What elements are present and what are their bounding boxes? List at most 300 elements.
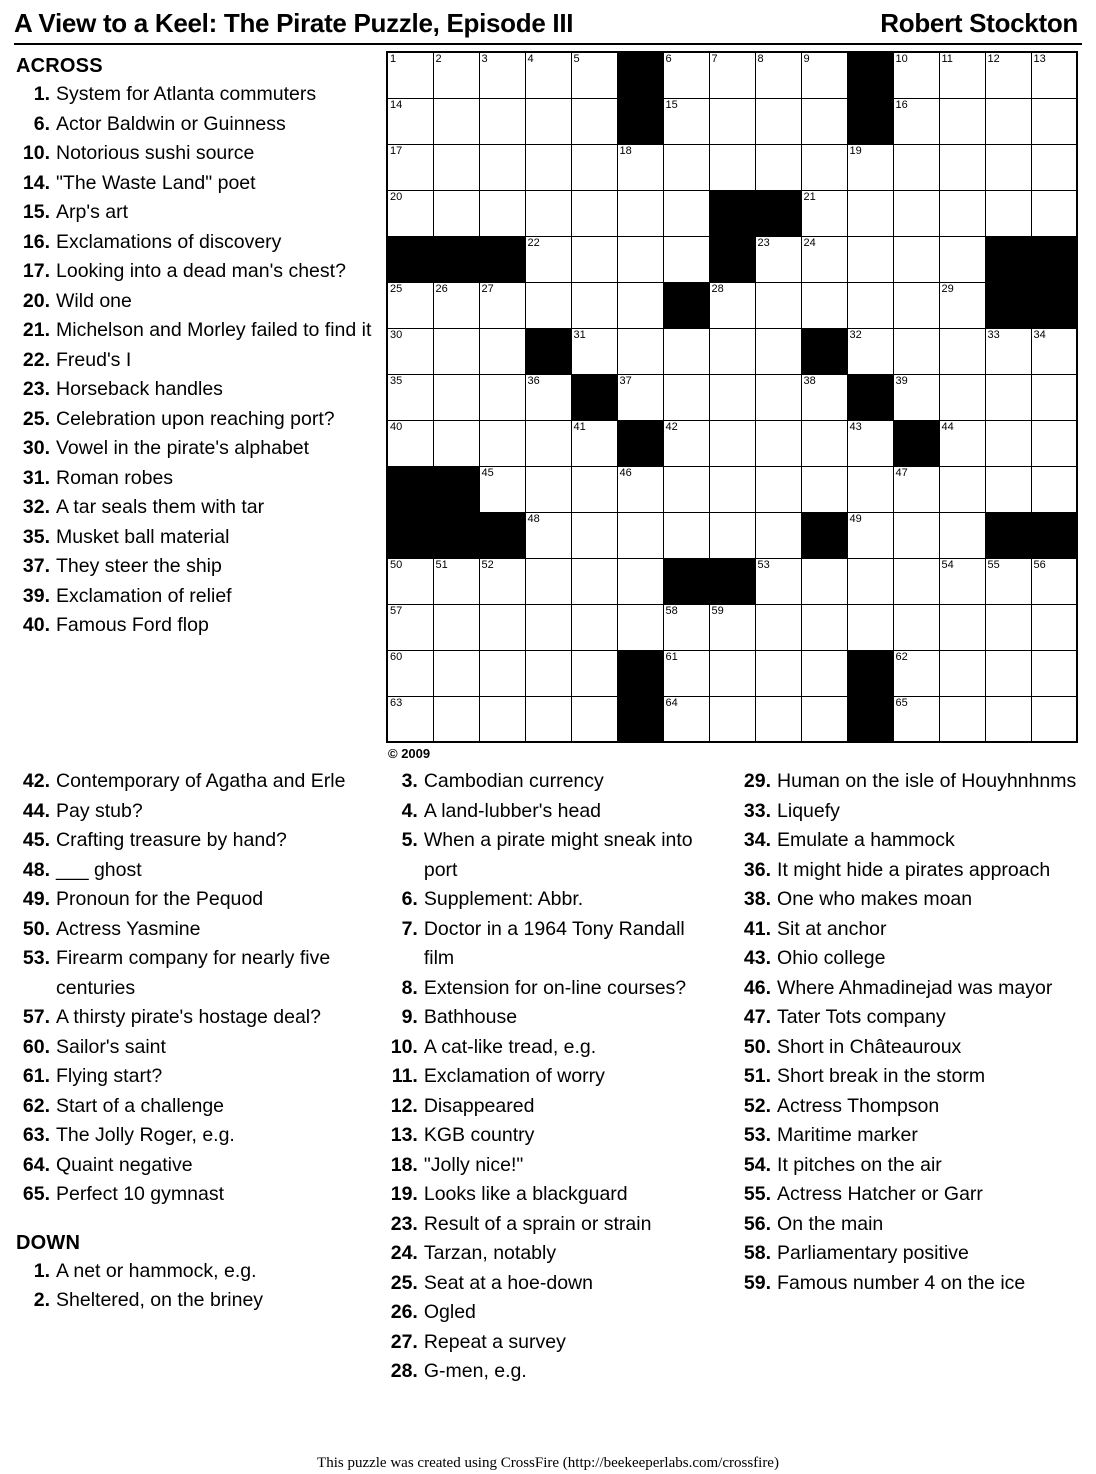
grid-cell[interactable] xyxy=(893,98,939,144)
down-clue-list-1 xyxy=(14,1257,366,1316)
grid-cell[interactable] xyxy=(755,328,801,374)
clue-text: It might hide a pirates approach xyxy=(777,858,1051,881)
grid-cell[interactable] xyxy=(617,144,663,190)
grid-cell[interactable] xyxy=(663,236,709,282)
grid-cell[interactable] xyxy=(985,98,1031,144)
grid-cell[interactable] xyxy=(709,420,755,466)
down-clue-list-3 xyxy=(735,767,1082,1298)
grid-cell[interactable] xyxy=(525,190,571,236)
grid-cell[interactable] xyxy=(433,52,479,98)
clue-text: Sailor's saint xyxy=(56,1035,166,1058)
clue-item xyxy=(14,110,374,140)
grid-cell-number: 2 xyxy=(435,53,442,65)
grid-cell[interactable] xyxy=(985,696,1031,742)
grid-cell[interactable] xyxy=(801,282,847,328)
clue-number: 38. xyxy=(743,888,772,910)
grid-cell[interactable] xyxy=(893,236,939,282)
clue-text: Firearm company for nearly five centuries xyxy=(56,947,331,999)
clue-number: 65. xyxy=(22,1183,50,1205)
grid-cell-block xyxy=(433,236,479,282)
grid-cell[interactable] xyxy=(939,144,985,190)
page-title: A View to a Keel: The Pirate Puzzle, Episode III xyxy=(14,8,574,38)
grid-cell[interactable] xyxy=(939,420,985,466)
grid-cell[interactable] xyxy=(617,328,663,374)
author-name: Robert Stockton xyxy=(880,8,1078,38)
crossword-grid[interactable] xyxy=(386,51,1078,743)
clue-item xyxy=(382,1239,719,1269)
grid-cell[interactable] xyxy=(387,650,433,696)
grid-cell[interactable] xyxy=(709,52,755,98)
grid-cell[interactable] xyxy=(939,696,985,742)
grid-cell[interactable] xyxy=(663,604,709,650)
grid-cell[interactable] xyxy=(433,604,479,650)
grid-cell-number: 12 xyxy=(987,53,1000,65)
grid-cell[interactable] xyxy=(1031,604,1077,650)
grid-cell[interactable] xyxy=(571,650,617,696)
clue-item xyxy=(14,1286,366,1316)
grid-cell[interactable] xyxy=(755,98,801,144)
grid-cell[interactable] xyxy=(525,374,571,420)
clue-item xyxy=(735,944,1082,974)
clue-text: Human on the isle of Houyhnhnms xyxy=(777,770,1077,792)
grid-cell[interactable] xyxy=(663,374,709,420)
clue-number: 18. xyxy=(390,1153,418,1176)
grid-cell[interactable] xyxy=(801,604,847,650)
grid-cell[interactable] xyxy=(525,696,571,742)
grid-cell[interactable] xyxy=(617,236,663,282)
grid-cell[interactable] xyxy=(801,52,847,98)
grid-cell[interactable] xyxy=(847,144,893,190)
grid-cell[interactable] xyxy=(433,282,479,328)
grid-cell[interactable] xyxy=(617,282,663,328)
grid-row xyxy=(387,650,1077,696)
grid-cell[interactable] xyxy=(479,98,525,144)
grid-row xyxy=(387,98,1077,144)
grid-cell[interactable] xyxy=(709,650,755,696)
grid-cell[interactable] xyxy=(985,190,1031,236)
grid-cell[interactable] xyxy=(433,190,479,236)
grid-cell-number: 50 xyxy=(390,558,403,571)
grid-cell[interactable] xyxy=(893,52,939,98)
grid-cell[interactable] xyxy=(1031,374,1077,420)
grid-cell[interactable] xyxy=(617,512,663,558)
grid-cell[interactable] xyxy=(939,512,985,558)
grid-cell[interactable] xyxy=(663,190,709,236)
grid-cell[interactable] xyxy=(801,144,847,190)
grid-cell[interactable] xyxy=(387,558,433,604)
grid-cell[interactable] xyxy=(433,374,479,420)
grid-cell[interactable] xyxy=(847,604,893,650)
grid-cell[interactable] xyxy=(617,374,663,420)
grid-cell[interactable] xyxy=(525,98,571,144)
grid-cell[interactable] xyxy=(479,650,525,696)
clue-number: 23. xyxy=(390,1212,418,1235)
grid-cell[interactable] xyxy=(525,466,571,512)
grid-cell[interactable] xyxy=(479,190,525,236)
grid-cell[interactable] xyxy=(525,282,571,328)
grid-cell[interactable] xyxy=(571,236,617,282)
clue-text: A net or hammock, e.g. xyxy=(56,1259,257,1282)
grid-cell[interactable] xyxy=(663,52,709,98)
grid-cell[interactable] xyxy=(709,696,755,742)
grid-cell[interactable] xyxy=(663,466,709,512)
grid-cell[interactable] xyxy=(985,420,1031,466)
grid-cell[interactable] xyxy=(985,604,1031,650)
clue-item xyxy=(382,915,719,974)
grid-cell-number: 9 xyxy=(803,53,810,65)
clue-item xyxy=(382,1062,719,1092)
grid-cell[interactable] xyxy=(847,558,893,604)
grid-cell[interactable] xyxy=(525,650,571,696)
grid-cell[interactable] xyxy=(571,512,617,558)
grid-cell[interactable] xyxy=(571,558,617,604)
grid-cell[interactable] xyxy=(571,52,617,98)
clue-item xyxy=(14,1257,366,1287)
grid-cell-number: 40 xyxy=(390,420,403,433)
grid-cell[interactable] xyxy=(387,190,433,236)
grid-row xyxy=(387,696,1077,742)
grid-cell[interactable] xyxy=(709,98,755,144)
clue-item xyxy=(14,346,374,376)
grid-cell[interactable] xyxy=(571,466,617,512)
grid-cell[interactable] xyxy=(801,420,847,466)
grid-cell-number: 14 xyxy=(390,98,403,111)
grid-cell-block xyxy=(893,420,939,466)
grid-cell[interactable] xyxy=(387,144,433,190)
grid-cell-block xyxy=(985,282,1031,328)
clue-item xyxy=(735,1151,1082,1181)
grid-cell[interactable] xyxy=(755,558,801,604)
grid-cell[interactable] xyxy=(939,466,985,512)
grid-cell[interactable] xyxy=(617,466,663,512)
clue-item xyxy=(382,1180,719,1210)
grid-cell[interactable] xyxy=(801,650,847,696)
grid-cell[interactable] xyxy=(755,466,801,512)
grid-cell-block xyxy=(1031,236,1077,282)
grid-cell[interactable] xyxy=(571,98,617,144)
clue-number: 53. xyxy=(22,947,50,969)
grid-cell[interactable] xyxy=(801,466,847,512)
clue-number: 58. xyxy=(743,1242,772,1264)
grid-cell[interactable] xyxy=(433,558,479,604)
grid-cell[interactable] xyxy=(939,374,985,420)
grid-cell-number: 57 xyxy=(390,604,403,617)
clue-number: 3. xyxy=(401,770,418,792)
grid-cell-number: 38 xyxy=(803,374,816,387)
grid-cell[interactable] xyxy=(847,466,893,512)
grid-cell[interactable] xyxy=(755,696,801,742)
clue-item xyxy=(735,856,1082,886)
grid-cell-number: 45 xyxy=(481,466,494,479)
grid-cell[interactable] xyxy=(663,512,709,558)
grid-cell[interactable] xyxy=(617,604,663,650)
grid-cell[interactable] xyxy=(1031,696,1077,742)
grid-cell[interactable] xyxy=(525,52,571,98)
grid-cell-block xyxy=(663,558,709,604)
grid-cell[interactable] xyxy=(985,466,1031,512)
grid-cell[interactable] xyxy=(939,236,985,282)
grid-cell[interactable] xyxy=(479,144,525,190)
clue-number: 41. xyxy=(743,917,772,940)
grid-cell[interactable] xyxy=(847,236,893,282)
grid-row xyxy=(387,236,1077,282)
grid-cell-number: 16 xyxy=(895,98,908,111)
grid-cell[interactable] xyxy=(755,374,801,420)
grid-cell[interactable] xyxy=(709,466,755,512)
grid-cell[interactable] xyxy=(755,512,801,558)
grid-cell[interactable] xyxy=(755,604,801,650)
grid-cell[interactable] xyxy=(525,558,571,604)
grid-cell[interactable] xyxy=(433,144,479,190)
clue-text: Sheltered, on the briney xyxy=(56,1289,264,1311)
grid-cell-number: 41 xyxy=(573,420,586,433)
clue-item xyxy=(735,1239,1082,1269)
grid-cell-number: 33 xyxy=(987,328,1000,341)
grid-cell-number: 62 xyxy=(895,650,908,663)
grid-cell[interactable] xyxy=(571,190,617,236)
clue-text: Emulate a hammock xyxy=(777,829,955,851)
grid-cell[interactable] xyxy=(663,650,709,696)
grid-cell[interactable] xyxy=(893,328,939,374)
clue-number: 1. xyxy=(33,83,50,105)
grid-cell[interactable] xyxy=(939,98,985,144)
grid-cell[interactable] xyxy=(1031,52,1077,98)
clue-text: Vowel in the pirate's alphabet xyxy=(56,437,310,459)
grid-cell[interactable] xyxy=(663,98,709,144)
grid-cell[interactable] xyxy=(847,328,893,374)
grid-cell[interactable] xyxy=(893,190,939,236)
grid-cell[interactable] xyxy=(893,374,939,420)
grid-cell-block xyxy=(433,512,479,558)
clue-number: 42. xyxy=(22,770,50,792)
crossword-grid-region xyxy=(386,51,1078,761)
grid-cell[interactable] xyxy=(1031,466,1077,512)
grid-cell[interactable] xyxy=(571,328,617,374)
grid-cell[interactable] xyxy=(387,696,433,742)
grid-cell[interactable] xyxy=(755,650,801,696)
clue-item xyxy=(382,1003,719,1033)
grid-cell[interactable] xyxy=(433,696,479,742)
grid-cell[interactable] xyxy=(709,604,755,650)
grid-cell[interactable] xyxy=(847,512,893,558)
grid-cell[interactable] xyxy=(755,282,801,328)
down-clues-column-2 xyxy=(382,767,719,1387)
grid-cell[interactable] xyxy=(571,144,617,190)
grid-cell-number: 5 xyxy=(573,53,580,65)
grid-cell[interactable] xyxy=(387,52,433,98)
grid-cell[interactable] xyxy=(801,374,847,420)
grid-cell[interactable] xyxy=(755,236,801,282)
grid-cell[interactable] xyxy=(525,604,571,650)
grid-cell[interactable] xyxy=(1031,98,1077,144)
clue-number: 39. xyxy=(22,584,50,607)
down-heading: DOWN xyxy=(16,1231,81,1254)
grid-cell[interactable] xyxy=(663,420,709,466)
clue-item xyxy=(735,826,1082,856)
clue-number: 12. xyxy=(390,1094,418,1117)
grid-row xyxy=(387,420,1077,466)
grid-cell[interactable] xyxy=(709,328,755,374)
grid-cell[interactable] xyxy=(1031,650,1077,696)
bottom-region xyxy=(14,767,1082,1387)
clue-text: Disappeared xyxy=(423,1094,535,1117)
grid-cell-number: 47 xyxy=(895,466,908,479)
grid-cell-number: 28 xyxy=(711,282,724,295)
clue-number: 33. xyxy=(743,799,772,822)
grid-cell[interactable] xyxy=(801,190,847,236)
grid-cell[interactable] xyxy=(985,558,1031,604)
grid-cell[interactable] xyxy=(479,282,525,328)
grid-cell[interactable] xyxy=(571,420,617,466)
clue-text: Exclamations of discovery xyxy=(56,230,282,253)
grid-cell[interactable] xyxy=(801,558,847,604)
clue-item xyxy=(382,885,719,915)
grid-cell[interactable] xyxy=(663,328,709,374)
grid-cell[interactable] xyxy=(571,604,617,650)
grid-cell[interactable] xyxy=(893,282,939,328)
grid-cell[interactable] xyxy=(847,190,893,236)
grid-cell[interactable] xyxy=(985,374,1031,420)
grid-cell[interactable] xyxy=(801,696,847,742)
grid-cell[interactable] xyxy=(985,650,1031,696)
grid-cell[interactable] xyxy=(893,604,939,650)
grid-cell[interactable] xyxy=(709,144,755,190)
grid-cell[interactable] xyxy=(387,282,433,328)
clue-text: Michelson and Morley failed to find it xyxy=(56,319,372,341)
grid-cell[interactable] xyxy=(893,650,939,696)
grid-cell[interactable] xyxy=(893,696,939,742)
grid-cell[interactable] xyxy=(1031,558,1077,604)
grid-cell[interactable] xyxy=(939,604,985,650)
grid-cell[interactable] xyxy=(801,98,847,144)
clue-item xyxy=(14,1092,366,1122)
grid-cell[interactable] xyxy=(709,374,755,420)
grid-cell[interactable] xyxy=(1031,144,1077,190)
clue-item xyxy=(14,139,374,169)
grid-cell-block xyxy=(479,236,525,282)
grid-cell[interactable] xyxy=(617,558,663,604)
grid-cell[interactable] xyxy=(525,512,571,558)
clue-text: Ohio college xyxy=(777,947,886,969)
grid-cell[interactable] xyxy=(479,374,525,420)
grid-cell-number: 20 xyxy=(390,190,403,203)
grid-cell[interactable] xyxy=(433,98,479,144)
grid-cell[interactable] xyxy=(479,52,525,98)
grid-cell[interactable] xyxy=(1031,328,1077,374)
grid-cell-block xyxy=(617,420,663,466)
grid-cell[interactable] xyxy=(939,650,985,696)
clue-text: Start of a challenge xyxy=(56,1094,225,1117)
clue-text: A land-lubber's head xyxy=(423,799,602,822)
grid-body xyxy=(387,52,1077,742)
grid-cell[interactable] xyxy=(847,420,893,466)
grid-row xyxy=(387,52,1077,98)
grid-cell[interactable] xyxy=(985,144,1031,190)
clue-number: 35. xyxy=(22,525,50,548)
grid-cell[interactable] xyxy=(1031,420,1077,466)
grid-cell[interactable] xyxy=(939,282,985,328)
grid-cell[interactable] xyxy=(893,144,939,190)
grid-cell-block xyxy=(709,190,755,236)
grid-cell[interactable] xyxy=(801,236,847,282)
grid-cell[interactable] xyxy=(571,696,617,742)
clue-text: Actress Yasmine xyxy=(56,917,201,940)
grid-cell[interactable] xyxy=(985,328,1031,374)
grid-row xyxy=(387,190,1077,236)
grid-cell[interactable] xyxy=(939,328,985,374)
grid-cell[interactable] xyxy=(709,512,755,558)
grid-cell[interactable] xyxy=(387,328,433,374)
grid-cell[interactable] xyxy=(479,466,525,512)
grid-cell[interactable] xyxy=(479,696,525,742)
grid-cell[interactable] xyxy=(893,466,939,512)
grid-cell[interactable] xyxy=(755,420,801,466)
grid-cell[interactable] xyxy=(939,52,985,98)
grid-cell[interactable] xyxy=(387,420,433,466)
clue-number: 24. xyxy=(390,1242,418,1264)
grid-cell[interactable] xyxy=(663,144,709,190)
grid-cell[interactable] xyxy=(433,328,479,374)
grid-cell[interactable] xyxy=(525,144,571,190)
grid-cell[interactable] xyxy=(939,558,985,604)
grid-cell[interactable] xyxy=(525,420,571,466)
grid-cell[interactable] xyxy=(893,512,939,558)
grid-cell[interactable] xyxy=(939,190,985,236)
grid-cell[interactable] xyxy=(709,282,755,328)
clue-item xyxy=(14,405,374,435)
grid-cell[interactable] xyxy=(663,696,709,742)
grid-cell[interactable] xyxy=(479,558,525,604)
grid-cell[interactable] xyxy=(755,144,801,190)
grid-cell[interactable] xyxy=(433,420,479,466)
grid-cell[interactable] xyxy=(433,650,479,696)
page-header xyxy=(14,8,1082,41)
clue-number: 49. xyxy=(22,888,50,910)
grid-cell[interactable] xyxy=(755,52,801,98)
grid-cell[interactable] xyxy=(387,374,433,420)
grid-cell-number: 42 xyxy=(665,420,678,433)
grid-cell[interactable] xyxy=(387,98,433,144)
clue-item xyxy=(735,1033,1082,1063)
clue-text: Musket ball material xyxy=(56,525,230,548)
grid-cell[interactable] xyxy=(617,190,663,236)
grid-cell[interactable] xyxy=(985,52,1031,98)
clue-text: "Jolly nice!" xyxy=(423,1153,524,1176)
grid-cell[interactable] xyxy=(479,604,525,650)
grid-cell[interactable] xyxy=(479,420,525,466)
grid-cell[interactable] xyxy=(525,236,571,282)
grid-cell-number: 34 xyxy=(1033,328,1046,341)
clue-text: System for Atlanta commuters xyxy=(56,83,317,105)
clue-item xyxy=(735,974,1082,1004)
clue-item xyxy=(735,767,1082,797)
grid-cell-number: 36 xyxy=(527,374,540,387)
grid-cell[interactable] xyxy=(893,558,939,604)
grid-cell-block xyxy=(709,236,755,282)
grid-cell-number: 63 xyxy=(390,696,403,709)
grid-cell[interactable] xyxy=(479,328,525,374)
grid-cell-number: 44 xyxy=(941,420,954,433)
clue-item xyxy=(14,1151,366,1181)
grid-cell[interactable] xyxy=(1031,190,1077,236)
grid-cell[interactable] xyxy=(847,282,893,328)
clue-text: On the main xyxy=(777,1212,884,1235)
grid-cell-number: 48 xyxy=(527,512,540,525)
grid-cell[interactable] xyxy=(387,604,433,650)
clue-text: A cat-like tread, e.g. xyxy=(423,1035,597,1058)
grid-cell[interactable] xyxy=(571,282,617,328)
clue-item xyxy=(382,1210,719,1240)
